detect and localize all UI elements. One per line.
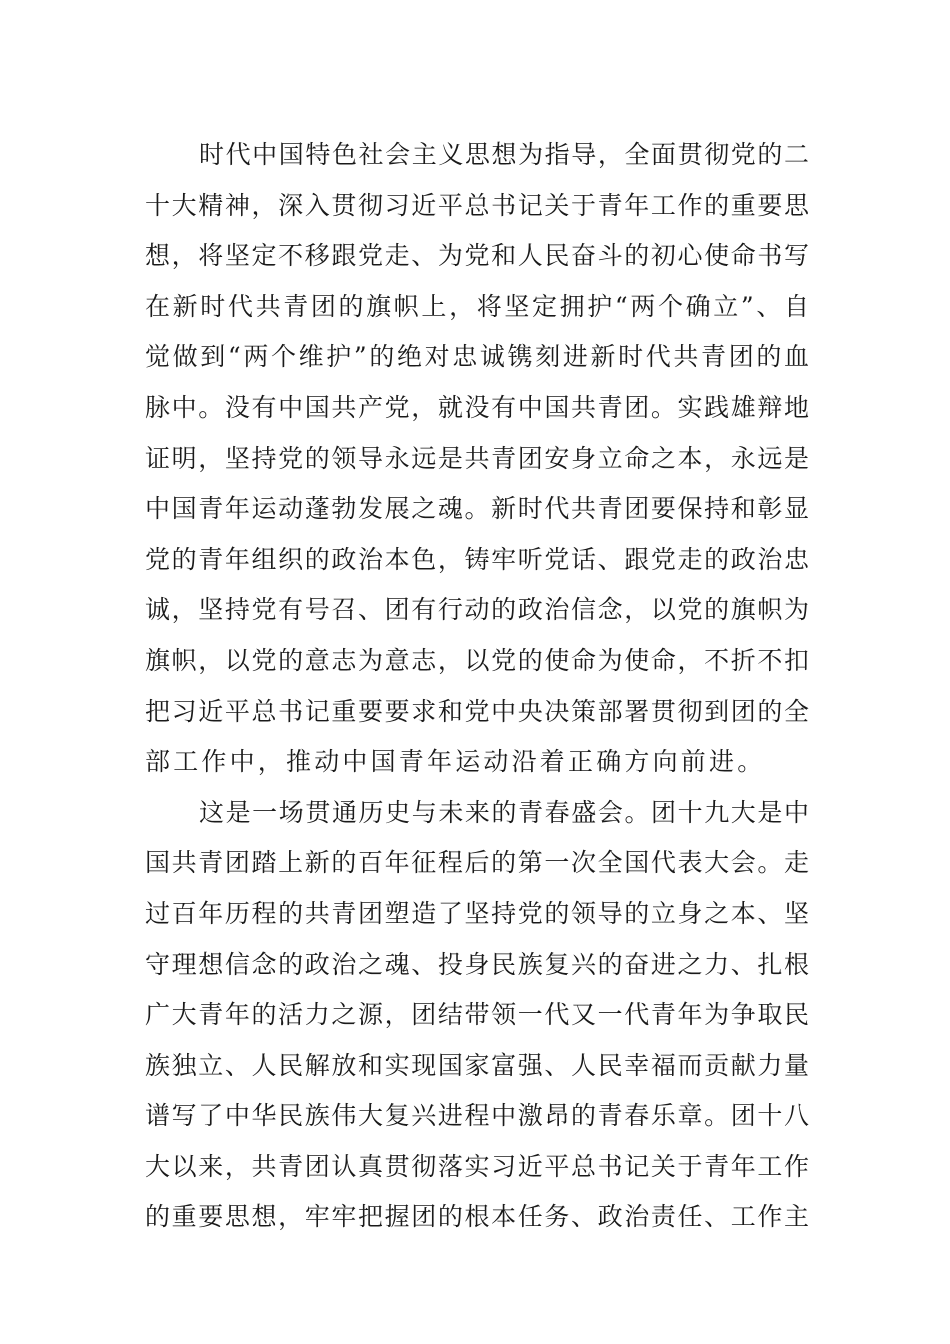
text-line: 中国青年运动蓬勃发展之魂。新时代共青团要保持和彰显 <box>145 494 809 524</box>
text-line: 时代中国特色社会主义思想为指导，全面贯彻党的二 <box>199 140 809 169</box>
text-line: 党的青年组织的政治本色，铸牢听党话、跟党走的政治忠 <box>145 544 809 574</box>
text-line: 诚，坚持党有号召、团有行动的政治信念，以党的旗帜为 <box>145 595 809 625</box>
text-line: 大以来，共青团认真贯彻落实习近平总书记关于青年工作 <box>145 1151 809 1181</box>
text-line: 这是一场贯通历史与未来的青春盛会。团十九大是中 <box>199 797 809 827</box>
text-line: 守理想信念的政治之魂、投身民族复兴的奋进之力、扎根 <box>145 949 809 979</box>
text-line: 旗帜，以党的意志为意志，以党的使命为使命，不折不扣 <box>145 645 809 675</box>
text-line: 国共青团踏上新的百年征程后的第一次全国代表大会。走 <box>145 848 809 878</box>
text-line: 在新时代共青团的旗帜上，将坚定拥护“两个确立”、自 <box>145 291 809 321</box>
text-line: 族独立、人民解放和实现国家富强、人民幸福而贡献力量 <box>145 1050 809 1080</box>
text-line: 过百年历程的共青团塑造了坚持党的领导的立身之本、坚 <box>145 898 809 928</box>
text-line: 广大青年的活力之源，团结带领一代又一代青年为争取民 <box>145 1000 809 1030</box>
text-line: 十大精神，深入贯彻习近平总书记关于青年工作的重要思 <box>145 190 809 220</box>
text-line: 的重要思想，牢牢把握团的根本任务、政治责任、工作主 <box>145 1202 809 1232</box>
text-line: 把习近平总书记重要要求和党中央决策部署贯彻到团的全 <box>145 696 809 726</box>
text-line: 觉做到“两个维护”的绝对忠诚镌刻进新时代共青团的血 <box>145 342 809 372</box>
text-line: 证明，坚持党的领导永远是共青团安身立命之本，永远是 <box>145 443 809 473</box>
text-line: 谱写了中华民族伟大复兴进程中激昂的青春乐章。团十八 <box>145 1101 809 1131</box>
body-text <box>145 130 809 1243</box>
paragraph-1 <box>145 130 809 788</box>
text-line: 部工作中，推动中国青年运动沿着正确方向前进。 <box>145 747 766 777</box>
text-line: 脉中。没有中国共产党，就没有中国共青团。实践雄辩地 <box>145 392 809 422</box>
paragraph-2 <box>145 788 809 1243</box>
text-line: 想，将坚定不移跟党走、为党和人民奋斗的初心使命书写 <box>145 241 809 271</box>
